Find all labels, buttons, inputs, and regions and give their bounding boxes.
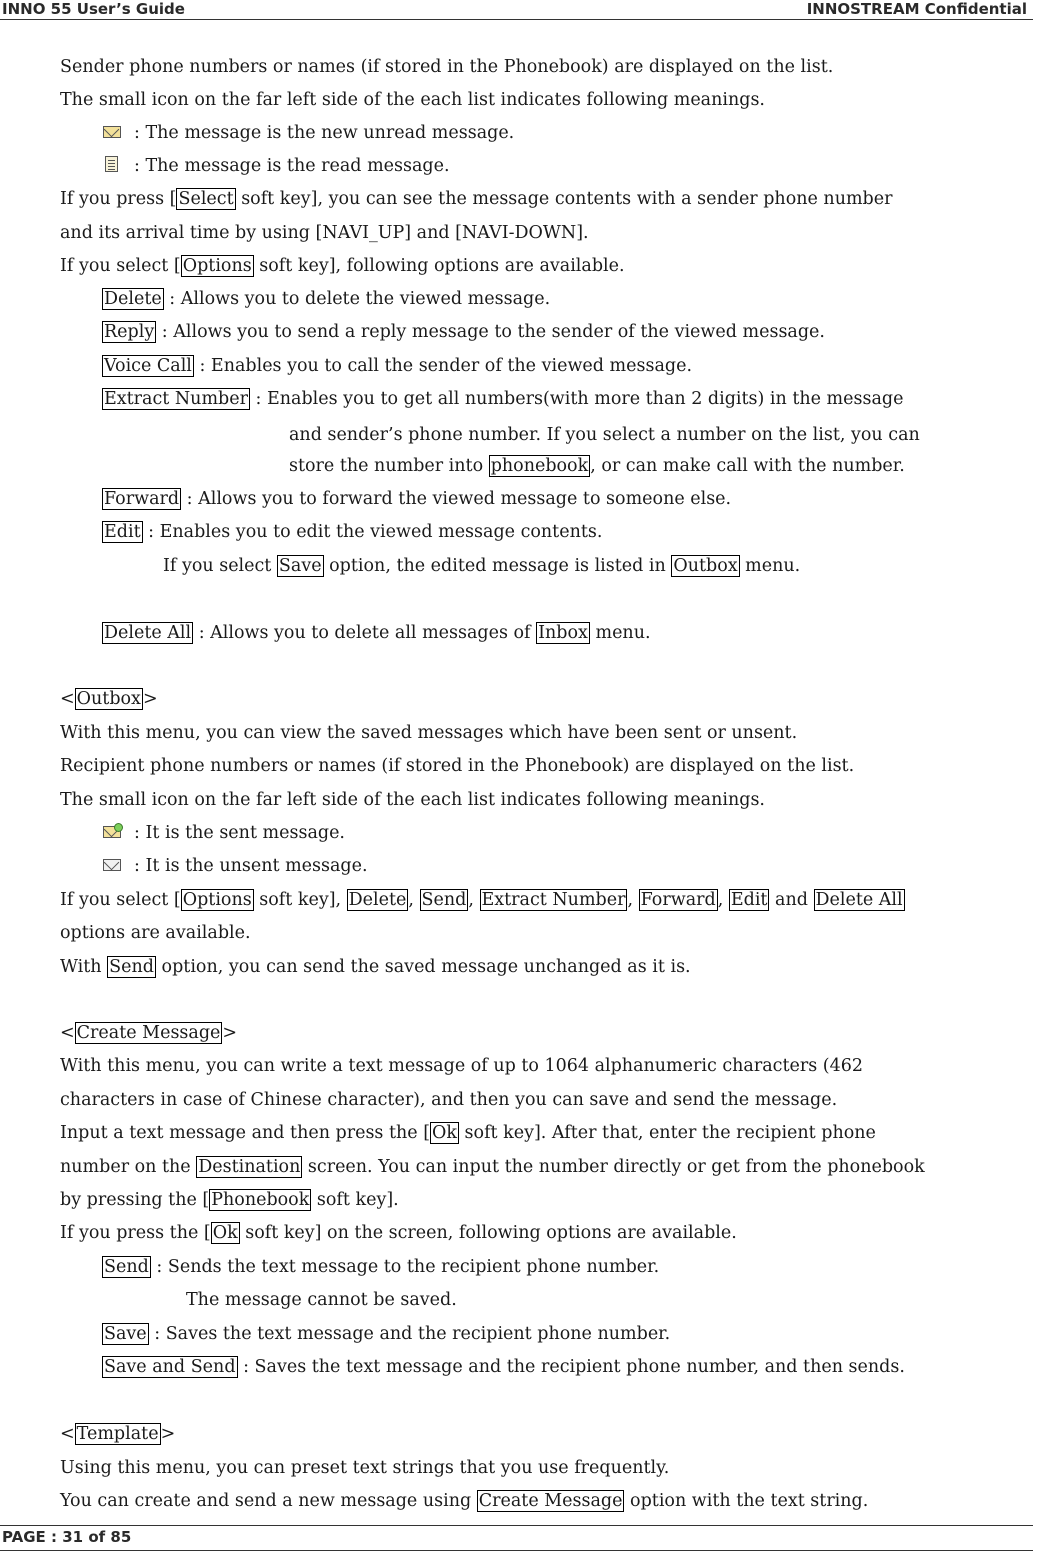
inbox-key: Inbox xyxy=(538,623,588,643)
icon-legend-read: : The message is the read message. xyxy=(102,155,450,177)
paragraph-line: Sender phone numbers or names (if stored in the Phonebook) are displayed on the list. xyxy=(60,57,834,77)
paragraph-line: If you select [ Options soft key], Delete , Send , Extract Number , Forward , Edit and Delete All xyxy=(60,890,903,910)
paragraph-line: characters in case of Chinese character), and then you can save and send the message. xyxy=(60,1090,838,1110)
icon-legend-unsent: : It is the unsent message. xyxy=(102,855,368,877)
paragraph-line: With Send option, you can send the saved message unchanged as it is. xyxy=(60,957,691,977)
paragraph-line: Recipient phone numbers or names (if stored in the Phonebook) are displayed on the list. xyxy=(60,756,855,776)
icon-legend-sent: : It is the sent message. xyxy=(102,822,345,844)
paragraph-line: If you press the [ Ok soft key] on the screen, following options are available. xyxy=(60,1223,737,1243)
paragraph-line: You can create and send a new message using Create Message option with the text string. xyxy=(60,1491,869,1511)
page-header xyxy=(0,0,1033,20)
select-key: Select xyxy=(178,189,234,209)
paragraph-line: Input a text message and then press the [ Ok soft key]. After that, enter the recipient phone xyxy=(60,1123,876,1143)
section-heading-create-message: < Create Message > xyxy=(60,1023,238,1043)
section-heading-template: < Template > xyxy=(60,1424,176,1444)
option-save-and-send: Save and Send : Saves the text message and the recipient phone number, and then sends. xyxy=(104,1357,905,1377)
option-save: Save : Saves the text message and the recipient phone number. xyxy=(104,1324,671,1344)
header-title: INNO 55 User’s Guide xyxy=(2,0,185,18)
save-key: Save xyxy=(278,556,322,576)
header-confidential: INNOSTREAM Confidential xyxy=(806,0,1027,18)
option-delete: Delete : Allows you to delete the viewed message. xyxy=(104,289,551,309)
paragraph-line: If you select [ Options soft key], following options are available. xyxy=(60,256,625,276)
phonebook-key: phonebook xyxy=(490,456,589,476)
option-delete-all: Delete All : Allows you to delete all messages of Inbox menu. xyxy=(104,623,651,643)
option-edit: Edit : Enables you to edit the viewed message contents. xyxy=(104,522,603,542)
outbox-key: Outbox xyxy=(673,556,738,576)
paragraph-line: If you select Save option, the edited message is listed in Outbox menu. xyxy=(163,556,801,576)
option-send: Send : Sends the text message to the recipient phone number. xyxy=(104,1257,660,1277)
sent-message-icon xyxy=(102,823,124,840)
paragraph-line: The message cannot be saved. xyxy=(186,1290,457,1310)
option-extract-number: Extract Number : Enables you to get all numbers(with more than 2 digits) in the message xyxy=(104,389,904,409)
paragraph-line: The small icon on the far left side of the each list indicates following meanings. xyxy=(60,790,765,810)
paragraph-line: and sender’s phone number. If you select a number on the list, you can xyxy=(289,425,920,445)
paragraph-line: Using this menu, you can preset text strings that you use frequently. xyxy=(60,1458,670,1478)
page-footer xyxy=(0,1525,1033,1551)
unsent-message-icon xyxy=(102,856,124,873)
option-reply: Reply : Allows you to send a reply message to the sender of the viewed message. xyxy=(104,322,825,342)
icon-legend-unread: : The message is the new unread message. xyxy=(102,122,514,144)
paragraph-line: store the number into phonebook , or can make call with the number. xyxy=(289,456,905,476)
section-heading-outbox: < Outbox > xyxy=(60,689,158,709)
paragraph-line: by pressing the [ Phonebook soft key]. xyxy=(60,1190,399,1210)
options-key: Options xyxy=(182,256,252,276)
paragraph-line: The small icon on the far left side of the each list indicates following meanings. xyxy=(60,90,765,110)
unread-envelope-icon xyxy=(102,123,124,140)
option-forward: Forward : Allows you to forward the viewed message to someone else. xyxy=(104,489,732,509)
paragraph-line: and its arrival time by using [NAVI_UP] and [NAVI-DOWN]. xyxy=(60,223,589,243)
paragraph-line: With this menu, you can write a text message of up to 1064 alphanumeric characters (462 xyxy=(60,1056,863,1076)
paragraph-line: If you press [ Select soft key], you can see the message contents with a sender phone number xyxy=(60,189,893,209)
paragraph-line: With this menu, you can view the saved messages which have been sent or unsent. xyxy=(60,723,798,743)
read-message-icon xyxy=(102,156,124,173)
option-voice-call: Voice Call : Enables you to call the sender of the viewed message. xyxy=(104,356,693,376)
paragraph-line: number on the Destination screen. You can input the number directly or get from the phonebook xyxy=(60,1157,925,1177)
page-number: PAGE : 31 of 85 xyxy=(2,1528,132,1546)
paragraph-line: options are available. xyxy=(60,923,251,943)
